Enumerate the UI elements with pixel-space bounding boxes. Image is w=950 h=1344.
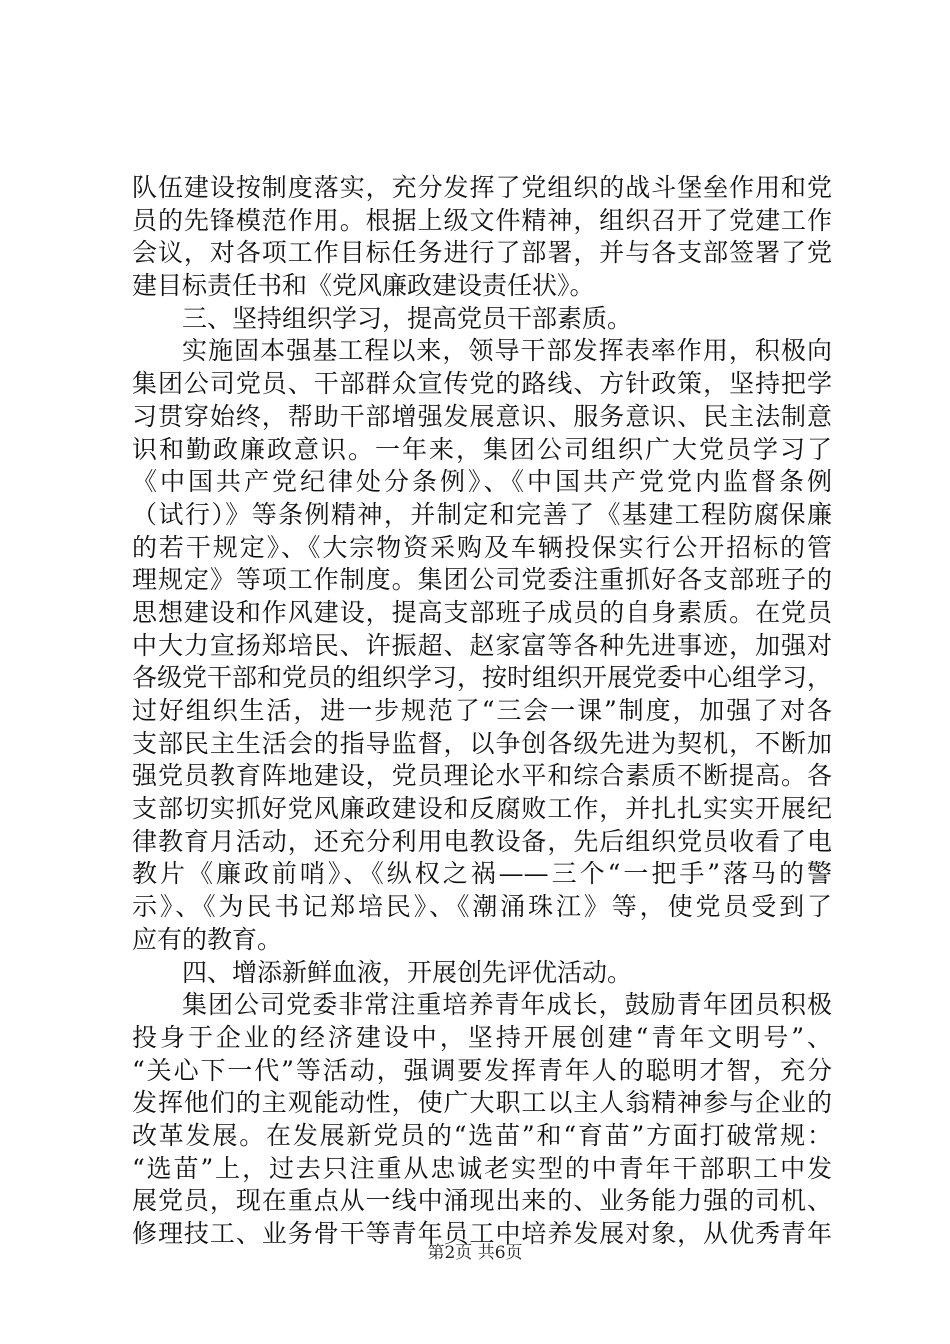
page-number-footer: 第2页 共6页 (427, 1243, 523, 1263)
text-line: 员的先锋模范作用。根据上级文件精神，组织召开了党建工作 (132, 205, 832, 235)
text-line: 改革发展。在发展新党员的“选苗”和“育苗”方面打破常规： (132, 1120, 832, 1150)
body-text (132, 172, 832, 1251)
text-line: 实施固本强基工程以来，领导干部发挥表率作用，积极向 (182, 336, 832, 366)
text-line: 集团公司党员、干部群众宣传党的路线、方针政策，坚持把学 (132, 369, 832, 399)
text-line: 理规定》等项工作制度。集团公司党委注重抓好各支部班子的 (132, 565, 832, 595)
text-line: 发挥他们的主观能动性，使广大职工以主人翁精神参与企业的 (132, 1088, 832, 1118)
text-line: 强党员教育阵地建设，党员理论水平和综合素质不断提高。各 (132, 761, 832, 791)
text-line: 修理技工、业务骨干等青年员工中培养发展对象，从优秀青年 (132, 1219, 832, 1248)
text-line: 教片《廉政前哨》、《纵权之祸——三个“一把手”落马的警 (132, 859, 832, 889)
text-line: 示》、《为民书记郑培民》、《潮涌珠江》等，使党员受到了 (132, 892, 832, 922)
text-line: “关心下一代”等活动，强调要发挥青年人的聪明才智，充分 (132, 1055, 832, 1085)
text-line: 投身于企业的经济建设中，坚持开展创建“青年文明号”、 (132, 1022, 832, 1052)
text-line: 队伍建设按制度落实，充分发挥了党组织的战斗堡垒作用和党 (132, 173, 832, 202)
text-line: 四、增添新鲜血液，开展创先评优活动。 (182, 957, 633, 987)
text-line: 建目标责任书和《党风廉政建设责任状》。 (132, 271, 595, 301)
text-line: 支部切实抓好党风廉政建设和反腐败工作，并扎扎实实开展纪 (132, 794, 832, 824)
text-line: 《中国共产党纪律处分条例》、《中国共产党党内监督条例 (132, 467, 832, 497)
text-line: 应有的教育。 (132, 924, 283, 954)
text-line: “选苗”上，过去只注重从忠诚老实型的中青年干部职工中发 (132, 1153, 832, 1183)
text-line: 中大力宣扬郑培民、许振超、赵家富等各种先进事迹，加强对 (132, 630, 832, 660)
text-line: 三、坚持组织学习，提高党员干部素质。 (182, 303, 633, 333)
text-line: （试行）》等条例精神，并制定和完善了《基建工程防腐保廉 (132, 499, 832, 529)
text-line: 习贯穿始终，帮助干部增强发展意识、服务意识、民主法制意 (132, 401, 832, 431)
text-line: 识和勤政廉政意识。一年来，集团公司组织广大党员学习了 (132, 434, 832, 464)
text-line: 律教育月活动，还充分利用电教设备，先后组织党员收看了电 (132, 826, 832, 856)
text-line: 展党员，现在重点从一线中涌现出来的、业务能力强的司机、 (132, 1186, 832, 1216)
text-line: 各级党干部和党员的组织学习，按时组织开展党委中心组学习， (132, 663, 833, 693)
text-line: 会议，对各项工作目标任务进行了部署，并与各支部签署了党 (132, 238, 832, 268)
text-line: 集团公司党委非常注重培养青年成长，鼓励青年团员积极 (182, 990, 832, 1020)
text-line: 的若干规定》、《大宗物资采购及车辆投保实行公开招标的管 (132, 532, 832, 562)
text-line: 过好组织生活，进一步规范了“三会一课”制度，加强了对各 (132, 696, 832, 725)
text-line: 思想建设和作风建设，提高支部班子成员的自身素质。在党员 (132, 597, 832, 627)
text-line: 支部民主生活会的指导监督，以争创各级先进为契机，不断加 (132, 728, 832, 758)
